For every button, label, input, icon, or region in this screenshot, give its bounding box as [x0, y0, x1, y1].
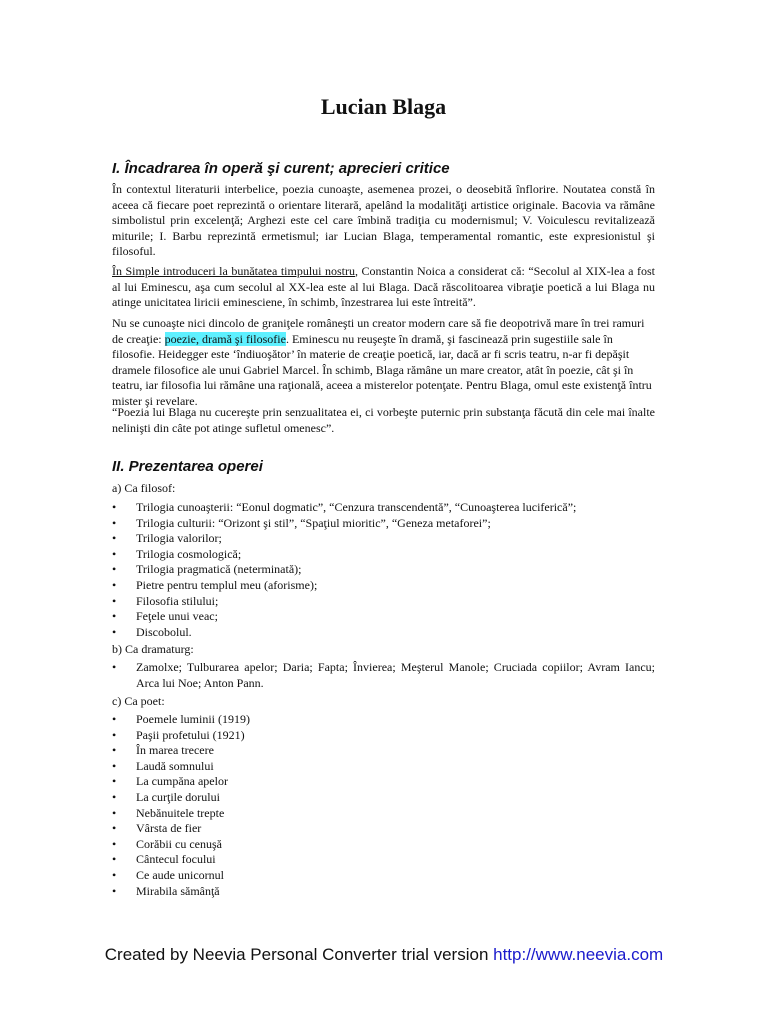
- subheading-poet: c) Ca poet:: [112, 694, 165, 708]
- list-item: [112, 743, 655, 759]
- page-title: Lucian Blaga: [320, 94, 447, 119]
- list-item: [112, 562, 655, 578]
- paragraph-noica: [112, 264, 655, 311]
- bullet-icon: •: [112, 546, 117, 561]
- list-item-text: Paşii profetului (1921): [136, 727, 245, 742]
- bullet-icon: •: [112, 515, 117, 530]
- list-item: [112, 774, 655, 790]
- list-item-text: Trilogia cosmologică;: [136, 546, 242, 561]
- paragraph-noica-text: , Constantin Noica a considerat că: “Secolul al XIX-lea a fost al lui Eminescu, aşa cum secolul al XX-lea este al lui Blaga. Dacă răscolitoarea vibraţie poetică a lui Blaga nu atinge unicitatea liricii eminesciene, în schimb, înzestrarea lui este întreită”.: [112, 264, 655, 310]
- paragraph-quote: “Poezia lui Blaga nu cucereşte prin senzualitatea ei, ci vorbeşte puternic prin substanţa făcută din cele mai înalte nelinişti din câte pot atinge sufletul omenesc”.: [112, 405, 655, 435]
- list-item: [112, 531, 655, 547]
- list-item: [112, 594, 655, 610]
- paragraph-context: În contextul literaturii interbelice, poezia cunoaşte, asemenea prozei, o deosebită înflorire. Noutatea constă în aceea că fiecare poet reprezintă o orientare literară, apelând la modalităţi artistice originale. Bacovia va rămâne simbolistul prin excelenţă; Arghezi este cel care îmbină tradiţia cu modernismul; V. Voiculescu revitalizează miturile; I. Barbu reprezintă ermetismul; iar Lucian Blaga, temperamental romantic, este expresionistul şi filosoful.: [112, 182, 655, 259]
- subheading-philosopher: a) Ca filosof:: [112, 481, 176, 495]
- book-title-underlined: În Simple introduceri la bunătatea timpului nostru: [112, 264, 355, 278]
- list-item-text: La cumpăna apelor: [136, 774, 228, 789]
- list-item-text: Nebănuitele trepte: [136, 805, 225, 820]
- bullet-icon: •: [112, 852, 117, 867]
- list-item-text: În marea trecere: [136, 743, 214, 758]
- bullet-icon: •: [112, 883, 117, 898]
- list-item-text: Discobolul.: [136, 624, 192, 639]
- list-item: [112, 759, 655, 775]
- list-item-text: Zamolxe; Tulburarea apelor; Daria; Fapta; Învierea; Meşterul Manole; Cruciada copiilor; Avram Iancu; Arca lui Noe; Anton Pann.: [136, 660, 655, 690]
- paragraph-creator-start: Nu se cunoaşte nici dincolo de graniţele româneşti un creator modern care să fie deopotrivă mare în trei ramuri de creaţie:: [112, 316, 645, 346]
- bullet-icon: •: [112, 867, 117, 882]
- bullet-icon: •: [112, 593, 117, 608]
- list-item: [112, 516, 655, 532]
- list-item: [112, 609, 655, 625]
- bullet-icon: •: [112, 609, 117, 624]
- list-item-text: Trilogia cunoaşterii: “Eonul dogmatic”, “Cenzura transcendentă”, “Cunoaşterea luciferică”;: [136, 500, 577, 514]
- bullet-icon: •: [112, 531, 117, 546]
- bullet-icon: •: [112, 758, 117, 773]
- list-item: [112, 852, 655, 868]
- list-philosopher-works: [112, 500, 655, 640]
- list-item: [112, 821, 655, 837]
- list-item-text: Filosofia stilului;: [136, 593, 219, 608]
- list-item-text: Ce aude unicornul: [136, 867, 224, 882]
- bullet-icon: •: [112, 805, 117, 820]
- list-item-text: Mirabila sămânţă: [136, 883, 220, 898]
- list-item-text: La curţile dorului: [136, 789, 220, 804]
- bullet-icon: •: [112, 712, 117, 726]
- list-dramatist-works: [112, 660, 655, 691]
- bullet-icon: •: [112, 727, 117, 742]
- list-item: [112, 712, 655, 728]
- list-item-text: Poemele luminii (1919): [136, 712, 250, 726]
- bullet-icon: •: [112, 821, 117, 836]
- list-item-text: Cântecul focului: [136, 852, 216, 867]
- list-item: [112, 500, 655, 516]
- bullet-icon: •: [112, 577, 117, 592]
- list-item-text: Trilogia pragmatică (neterminată);: [136, 562, 302, 577]
- list-item: [112, 837, 655, 853]
- list-item: [112, 728, 655, 744]
- section-heading-2: II. Prezentarea operei: [112, 458, 263, 475]
- paragraph-creator: [112, 316, 655, 410]
- bullet-icon: •: [112, 774, 117, 789]
- list-item: [112, 884, 655, 900]
- list-item: [112, 625, 655, 641]
- neevia-link[interactable]: http://www.neevia.com: [493, 945, 664, 964]
- subheading-dramatist: b) Ca dramaturg:: [112, 642, 194, 656]
- list-item: [112, 578, 655, 594]
- highlighted-text: poezie, dramă şi filosofie: [164, 331, 286, 346]
- list-item: [112, 868, 655, 884]
- bullet-icon: •: [112, 789, 117, 804]
- list-item-text: Feţele unui veac;: [136, 609, 218, 624]
- list-item-text: Vârsta de fier: [136, 821, 202, 836]
- list-poet-works: [112, 712, 655, 899]
- bullet-icon: •: [112, 500, 117, 514]
- watermark-text: Created by Neevia Personal Converter trial version: [104, 945, 494, 964]
- list-item-text: Trilogia culturii: “Orizont şi stil”, “Spaţiul mioritic”, “Geneza metaforei”;: [136, 515, 491, 530]
- section-heading-1: I. Încadrarea în operă şi curent; aprecieri critice: [112, 160, 450, 177]
- list-item-text: Trilogia valorilor;: [136, 531, 222, 546]
- bullet-icon: •: [112, 743, 117, 758]
- list-item: [112, 806, 655, 822]
- bullet-icon: •: [112, 660, 117, 674]
- bullet-icon: •: [112, 836, 117, 851]
- list-item-text: Corăbii cu cenuşă: [136, 836, 222, 851]
- list-item-text: Pietre pentru templul meu (aforisme);: [136, 577, 318, 592]
- list-item: [112, 790, 655, 806]
- list-item: [112, 660, 655, 691]
- bullet-icon: •: [112, 562, 117, 577]
- paragraph-creator-end: . Eminescu nu reuşeşte în dramă, şi fascinează prin sugestiile sale în filosofie. Heidegger este ‘îndiuoşător’ în materie de creaţie poetică, iar, dacă ar fi scris teatru, n-ar fi depăşit dramele filosofice ale unui Gabriel Marcel. În schimb, Blaga rămâne un mare creator, atât în poezie, cât şi în teatru, iar filosofia lui rămâne una raţională, aceea a misterelor potenţate. Pentru Blaga, omul este existenţă întru mister şi revelare.: [112, 331, 652, 408]
- bullet-icon: •: [112, 624, 117, 639]
- list-item: [112, 547, 655, 563]
- converter-watermark: [0, 945, 768, 965]
- list-item-text: Laudă somnului: [136, 758, 214, 773]
